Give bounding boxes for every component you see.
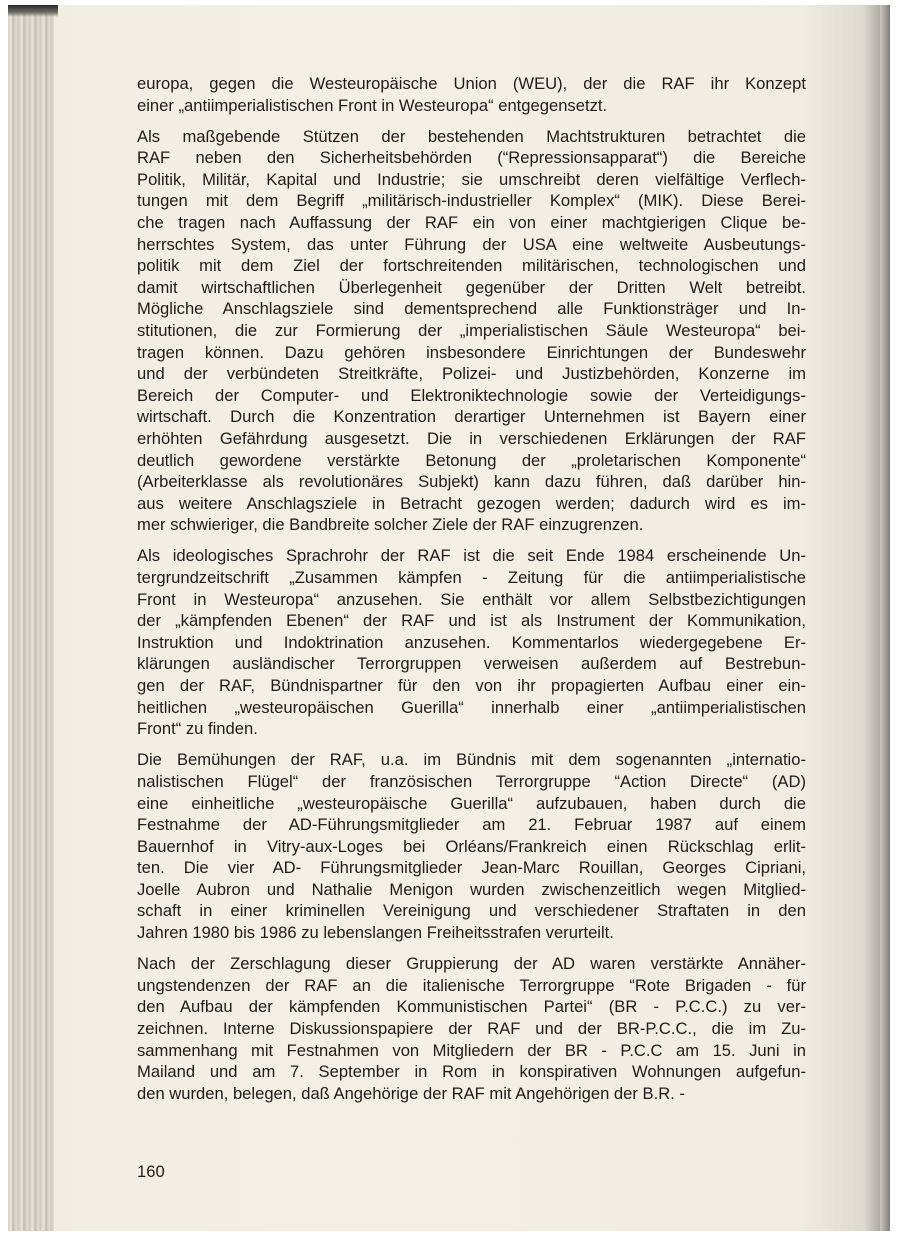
book-binding-edge — [8, 5, 54, 1231]
text-line: zeichnen. Interne Diskussionspapiere der RAF und der BR-P.C.C., die im Zu- — [137, 1018, 806, 1038]
paragraph — [137, 953, 806, 1104]
text-line: aus weitere Anschlagsziele in Betracht gezogen werden; dadurch wird es im- — [137, 493, 806, 513]
text-line: herrschtes System, das unter Führung der USA eine weltweite Ausbeutungs- — [137, 234, 806, 254]
text-line: den Aufbau der kämpfenden Kommunistischen Partei“ (BR - P.C.C.) zu ver- — [137, 997, 806, 1017]
text-line: Politik, Militär, Kapital und Industrie; sie umschreibt deren vielfältige Verflech- — [137, 169, 806, 189]
text-line: klärungen ausländischer Terrorgruppen verweisen außerdem auf Bestrebun- — [137, 654, 806, 674]
text-line: mer schwieriger, die Bandbreite solcher Ziele der RAF einzugrenzen. — [137, 515, 644, 535]
page-right-edge — [880, 5, 890, 1231]
text-line: Joelle Aubron und Nathalie Menigon wurden zwischenzeitlich wegen Mitglied- — [137, 879, 806, 899]
text-line: Jahren 1980 bis 1986 zu lebenslangen Freiheitsstrafen verurteilt. — [137, 923, 614, 943]
text-line: Nach der Zerschlagung dieser Gruppierung der AD waren verstärkte Annäher- — [137, 954, 806, 974]
text-line: Front“ zu finden. — [137, 719, 258, 739]
text-line: wirtschaft. Durch die Konzentration derartiger Unternehmen ist Bayern einer — [137, 407, 806, 427]
text-line: erhöhten Gefährdung ausgesetzt. Die in verschiedenen Erklärungen der RAF — [137, 429, 806, 448]
text-line: Als ideologisches Sprachrohr der RAF ist die seit Ende 1984 erscheinende Un- — [137, 546, 806, 566]
text-line: sammenhang mit Festnahmen von Mitgliedern der BR - P.C.C am 15. Juni in — [137, 1040, 806, 1060]
text-line: den wurden, belegen, daß Angehörige der RAF mit Angehörigen der B.R. - — [137, 1083, 685, 1103]
text-line: Mailand und am 7. September in Rom in konspirativen Wohnungen aufgefun- — [137, 1062, 806, 1082]
text-line: Festnahme der AD-Führungsmitglieder am 21. Februar 1987 auf einem — [137, 815, 806, 835]
text-line: politik mit dem Ziel der fortschreitenden militärischen, technologischen und — [137, 256, 806, 276]
text-line: RAF neben den Sicherheitsbehörden (“Repressionsapparat“) die Bereiche — [137, 148, 806, 168]
text-line: deutlich gewordene verstärkte Betonung der „proletarischen Komponente“ — [137, 450, 806, 470]
text-line: (Arbeiterklasse als revolutionäres Subjekt) kann dazu führen, daß darüber hin- — [137, 472, 806, 492]
body-text — [137, 73, 806, 1114]
text-line: und der verbündeten Streitkräfte, Polizei- und Justizbehörden, Konzerne im — [137, 364, 806, 384]
page-number: 160 — [137, 1162, 165, 1181]
text-line: Instruktion und Indoktrination anzusehen. Kommentarlos wiedergegebene Er- — [137, 632, 806, 652]
text-line: Bereich der Computer- und Elektroniktechnologie sowie der Verteidigungs- — [137, 385, 806, 405]
text-line: tergrundzeitschrift „Zusammen kämpfen - Zeitung für die antiimperialistische — [137, 568, 806, 588]
text-line: Bauernhof in Vitry-aux-Loges bei Orléans/Frankreich einen Rückschlag erlit- — [137, 836, 806, 856]
text-line: europa, gegen die Westeuropäische Union (WEU), der die RAF ihr Konzept — [137, 74, 806, 93]
text-line: tungen mit dem Begriff „militärisch-industrieller Komplex“ (MIK). Diese Berei- — [137, 191, 806, 211]
text-line: che tragen nach Auffassung der RAF ein von einer machtgierigen Clique be- — [137, 213, 806, 233]
text-line: einer „antiimperialistischen Front in Westeuropa“ entgegensetzt. — [137, 95, 608, 115]
paragraph — [137, 73, 806, 116]
text-line: Front in Westeuropa“ anzusehen. Sie enthält vor allem Selbstbezichtigungen — [137, 589, 806, 609]
text-line: ten. Die vier AD- Führungsmitglieder Jean-Marc Rouillan, Georges Cipriani, — [137, 858, 806, 878]
text-line: schaft in einer kriminellen Vereinigung und verschiedener Straftaten in den — [137, 901, 806, 921]
text-line: stitutionen, die zur Formierung der „imperialistischen Säule Westeuropa“ bei- — [137, 321, 806, 341]
binding-shadow — [8, 5, 58, 17]
text-line: nalistischen Flügel“ der französischen Terrorgruppe “Action Directe“ (AD) — [137, 771, 806, 791]
text-line: eine einheitliche „westeuropäische Guerilla“ aufzubauen, haben durch die — [137, 793, 806, 813]
text-line: heitlichen „westeuropäischen Guerilla“ innerhalb einer „antiimperialistischen — [137, 697, 806, 717]
text-line: tragen können. Dazu gehören insbesondere Einrichtungen der Bundeswehr — [137, 342, 806, 362]
text-line: ungstendenzen der RAF an die italienische Terrorgruppe “Rote Brigaden - für — [137, 975, 806, 995]
text-line: der „kämpfenden Ebenen“ der RAF und ist als Instrument der Kommunikation, — [137, 611, 806, 631]
text-line: damit wirtschaftlichen Überlegenheit gegenüber der Dritten Welt betreibt. — [137, 277, 806, 297]
paragraph — [137, 545, 806, 739]
text-line: Die Bemühungen der RAF, u.a. im Bündnis mit dem sogenannten „internatio- — [137, 750, 806, 770]
text-line: Mögliche Anschlagsziele sind dementsprechend alle Funktionsträger und In- — [137, 299, 806, 319]
text-line: gen der RAF, Bündnispartner für den von ihr propagierten Aufbau einer ein- — [137, 676, 806, 696]
text-line: Als maßgebende Stützen der bestehenden Machtstrukturen betrachtet die — [137, 126, 806, 146]
paragraph — [137, 126, 806, 536]
paragraph — [137, 749, 806, 943]
